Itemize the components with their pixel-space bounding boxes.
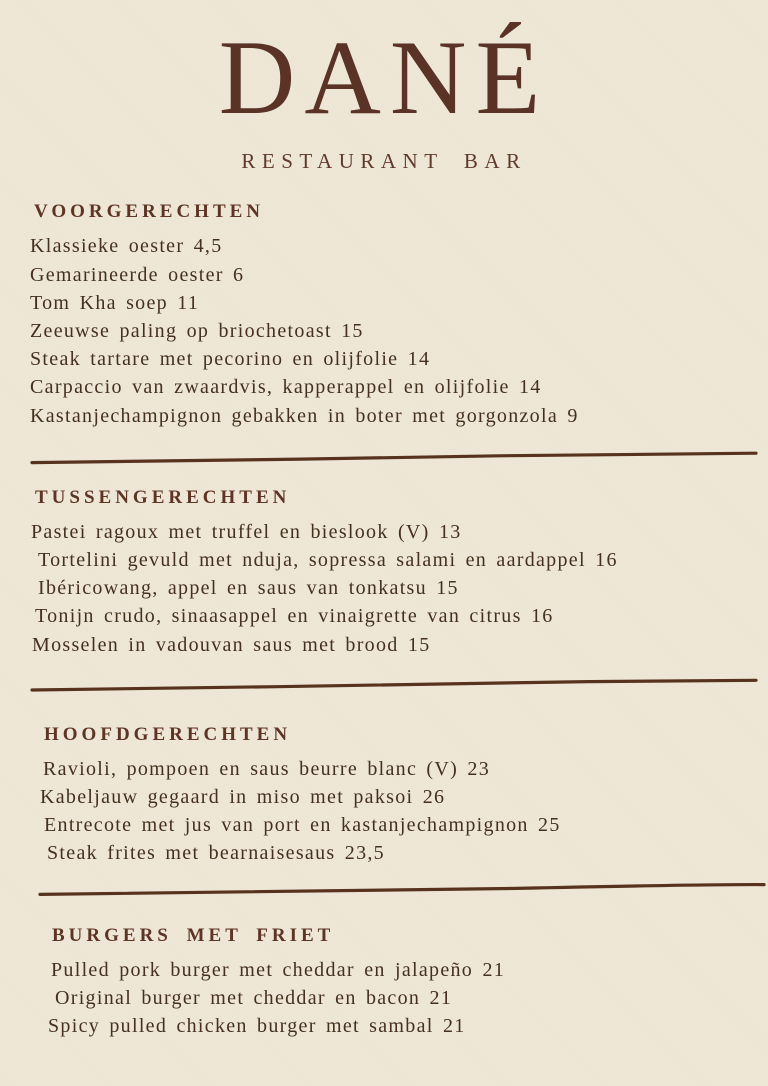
menu-item-name: Pulled pork burger met cheddar en jalapeño	[51, 958, 474, 981]
menu-item-price: 13	[438, 520, 462, 543]
section-heading: BURGERS MET FRIET	[52, 924, 335, 946]
section-divider	[30, 677, 758, 693]
menu-item-list	[30, 232, 768, 429]
menu-item-name: Entrecote met jus van port en kastanjechampignon	[44, 814, 529, 837]
menu-item-price: 14	[518, 376, 542, 399]
menu-item-name: Original burger met cheddar en bacon	[55, 986, 421, 1009]
menu-item-price: 4,5	[193, 235, 223, 258]
menu-item	[30, 402, 768, 430]
menu-item-price: 15	[407, 633, 431, 656]
menu-item-name: Mosselen in vadouvan saus met brood	[32, 633, 399, 656]
menu-item	[51, 956, 768, 984]
menu-item-price: 21	[482, 958, 506, 981]
menu-item-price: 25	[538, 814, 561, 837]
menu-item-price: 21	[442, 1014, 466, 1037]
section-heading: VOORGERECHTEN	[34, 201, 265, 223]
menu-item-name: Gemarineerde oester	[30, 263, 224, 286]
divider-line-icon	[30, 450, 758, 466]
menu-item-name: Zeeuwse paling op briochetoast	[30, 319, 332, 342]
divider-line-icon	[38, 881, 766, 897]
menu-item	[32, 631, 768, 659]
divider-line-icon	[30, 677, 758, 693]
menu-item-price: 9	[567, 404, 579, 427]
menu-item-name: Tortelini gevuld met nduja, sopressa salami en aardappel	[38, 548, 586, 571]
menu-section	[0, 487, 768, 659]
menu-item	[38, 574, 768, 602]
menu-item	[44, 811, 768, 839]
menu-item-name: Ibéricowang, appel en saus van tonkatsu	[38, 577, 427, 600]
menu-item-list	[31, 518, 768, 659]
menu-item-price: 15	[341, 319, 364, 342]
menu-sections	[0, 201, 768, 1040]
menu-item-name: Kabeljauw gegaard in miso met paksoi	[40, 785, 414, 808]
section-divider	[38, 881, 766, 897]
menu-item-name: Pastei ragoux met truffel en bieslook (V)	[31, 520, 430, 543]
menu-item-name: Steak tartare met pecorino en olijfolie	[30, 348, 399, 371]
menu-item-name: Spicy pulled chicken burger met sambal	[48, 1014, 434, 1037]
menu-item	[30, 232, 768, 260]
menu-item-list	[40, 755, 768, 868]
restaurant-subtitle: RESTAURANT BAR	[241, 149, 527, 174]
section-heading: TUSSENGERECHTEN	[35, 486, 291, 508]
menu-item	[31, 518, 768, 546]
section-heading: HOOFDGERECHTEN	[44, 723, 292, 745]
menu-item-name: Tom Kha soep	[30, 291, 168, 314]
menu-item-name: Steak frites met bearnaisesaus	[47, 842, 336, 865]
menu-item-price: 16	[595, 548, 618, 571]
menu-item	[47, 839, 768, 867]
menu-item-name: Klassieke oester	[30, 235, 185, 258]
menu-item	[30, 317, 768, 345]
menu-item	[30, 289, 768, 317]
menu-item	[55, 984, 768, 1012]
menu-item-name: Ravioli, pompoen en saus beurre blanc (V)	[43, 757, 459, 780]
section-divider	[30, 450, 758, 466]
menu-item	[38, 546, 768, 574]
menu-item-price: 26	[422, 785, 446, 808]
menu-section	[0, 201, 768, 429]
menu-item-name: Carpaccio van zwaardvis, kapperappel en olijfolie	[30, 376, 510, 399]
menu-item	[40, 783, 768, 811]
menu-item-list	[48, 956, 768, 1041]
menu-item-price: 11	[177, 291, 200, 314]
restaurant-title: DANÉ	[218, 19, 550, 136]
menu-item	[48, 1012, 768, 1040]
menu-item-name: Tonijn crudo, sinaasappel en vinaigrette van citrus	[35, 605, 522, 628]
menu-item-price: 23,5	[344, 842, 385, 865]
menu-item-price: 14	[407, 348, 431, 371]
menu-section	[0, 724, 768, 868]
menu-item	[43, 755, 768, 783]
menu-item-price: 15	[436, 577, 459, 600]
menu-section	[0, 925, 768, 1041]
menu-item-price: 23	[467, 757, 491, 780]
menu-item-name: Kastanjechampignon gebakken in boter met gorgonzola	[30, 404, 559, 427]
menu-item	[35, 602, 768, 630]
menu-item-price: 21	[429, 986, 453, 1009]
menu-item	[30, 261, 768, 289]
menu-item	[30, 345, 768, 373]
menu-item-price: 16	[530, 605, 554, 628]
menu-item	[30, 373, 768, 401]
menu-item-price: 6	[233, 263, 245, 286]
